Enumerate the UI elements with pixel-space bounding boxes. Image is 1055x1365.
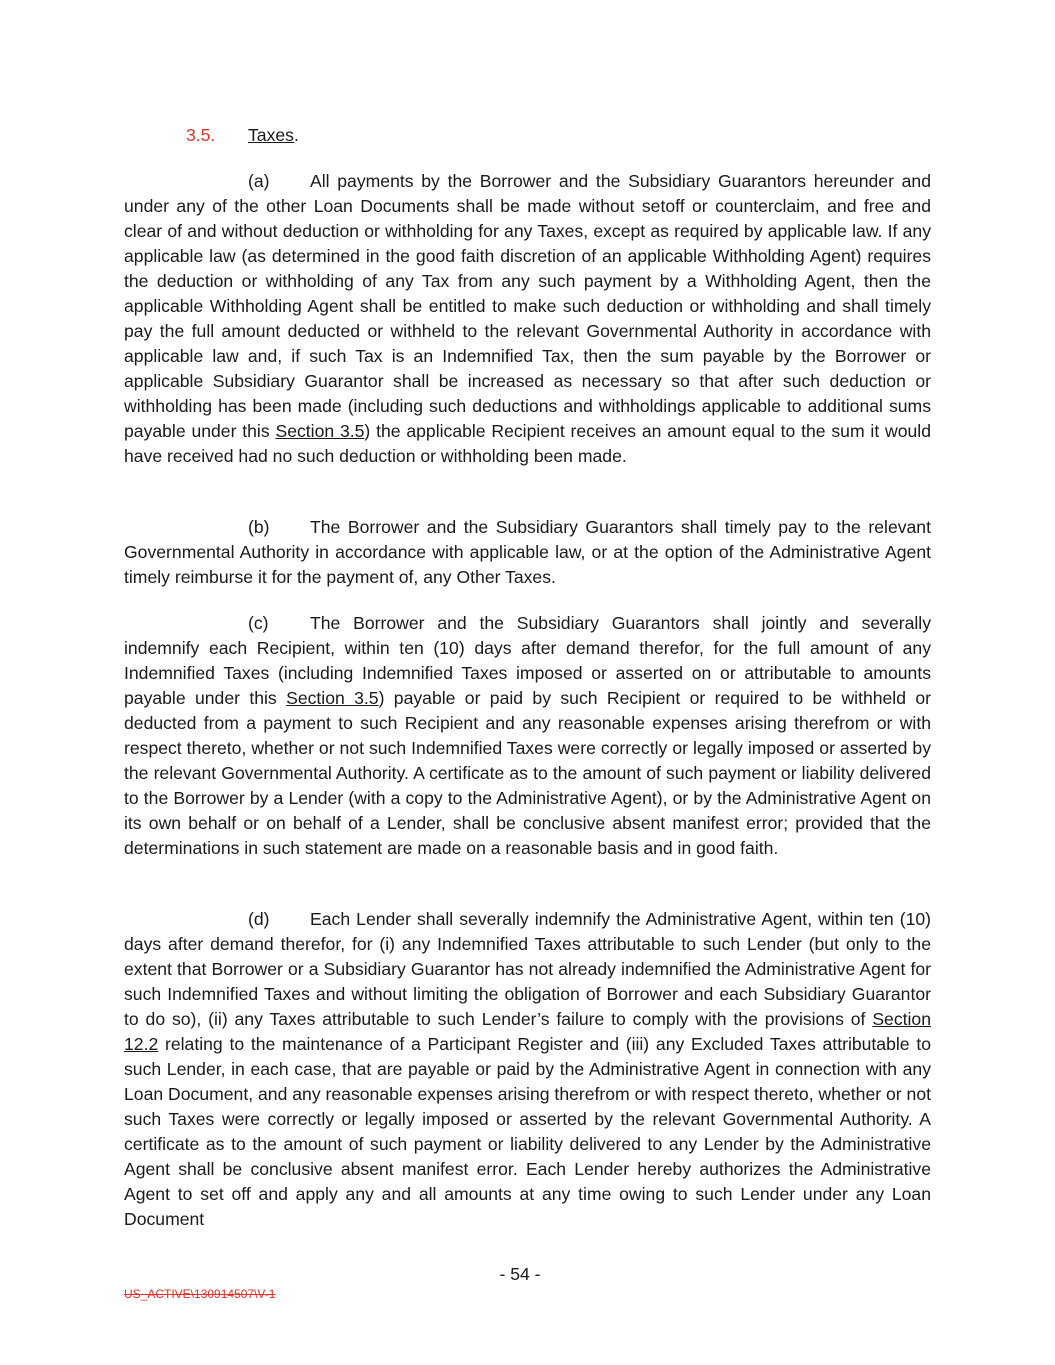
paragraph-a <box>124 169 931 469</box>
paragraph-b <box>124 515 931 590</box>
paragraph-text: The Borrower and the Subsidiary Guarantors shall timely pay to the relevant Governmental Authority in accordance with applicable law, or at the option of the Administrative Agent timely reimburse it for the payment of, any Other Taxes. <box>124 517 931 587</box>
section-number: 3.5. <box>186 125 216 145</box>
section-reference: Section 3.5 <box>286 688 379 708</box>
paragraph-text: All payments by the Borrower and the Subsidiary Guarantors hereunder and under any of the other Loan Documents shall be made without setoff or counterclaim, and free and clear of and without deduction or withholding for any Taxes, except as required by applicable law. If any applicable law (as determined in the good faith discretion of an applicable Withholding Agent) requires the deduction or withholding of any Tax from any such payment by a Withholding Agent, then the applicable Withholding Agent shall be entitled to make such deduction or withholding and shall timely pay the full amount deducted or withheld to the relevant Governmental Authority in accordance with applicable law and, if such Tax is an Indemnified Tax, then the sum payable by the Borrower or applicable Subsidiary Guarantor shall be increased as necessary so that after such deduction or withholding has been made (including such deductions and withholdings applicable to additional sums payable under this <box>124 171 931 441</box>
document-id: US_ACTIVE\130914507\V-1 <box>124 1287 276 1301</box>
paragraph-text: relating to the maintenance of a Participant Register and (iii) any Excluded Taxes attributable to such Lender, in each case, that are payable or paid by the Administrative Agent in connection with any Loan Document, and any reasonable expenses arising therefrom or with respect thereto, whether or not such Taxes were correctly or legally imposed or asserted by the relevant Governmental Authority. A certificate as to the amount of such payment or liability delivered to any Lender by the Administrative Agent shall be conclusive absent manifest error. Each Lender hereby authorizes the Administrative Agent to set off and apply any and all amounts at any time owing to such Lender under any Loan Document <box>124 1034 931 1229</box>
section-heading <box>186 123 299 148</box>
section-title: Taxes <box>248 125 294 145</box>
paragraph-label: (d) <box>248 909 270 929</box>
page-number: - 54 - <box>499 1264 541 1284</box>
section-title-period: . <box>293 125 299 145</box>
paragraph-label: (c) <box>248 613 269 633</box>
paragraph-text: The Borrower and the Subsidiary Guarantors shall jointly and severally indemnify each Recipient, within ten (10) days after demand therefor, for the full amount of any Indemnified Taxes (including Indemnified Taxes imposed or asserted on or attributable to amounts payable under this <box>124 613 931 708</box>
paragraph-text: ) the applicable Recipient receives an amount equal to the sum it would have received had no such deduction or withholding been made. <box>124 421 931 466</box>
paragraph-label: (b) <box>248 517 270 537</box>
paragraph-label: (a) <box>248 171 270 191</box>
paragraph-c <box>124 611 931 861</box>
section-reference: Section 3.5 <box>275 421 365 441</box>
paragraph-d <box>124 907 931 1232</box>
paragraph-text: ) payable or paid by such Recipient or required to be withheld or deducted from a payment to such Recipient and any reasonable expenses arising therefrom or with respect thereto, whether or not such Indemnified Taxes were correctly or legally imposed or asserted by the relevant Governmental Authority. A certificate as to the amount of such payment or liability delivered to the Borrower by a Lender (with a copy to the Administrative Agent), or by the Administrative Agent on its own behalf or on behalf of a Lender, shall be conclusive absent manifest error; provided that the determinations in such statement are made on a reasonable basis and in good faith. <box>124 688 932 858</box>
section-reference: Section 12.2 <box>124 1009 931 1054</box>
paragraph-text: Each Lender shall severally indemnify the Administrative Agent, within ten (10) days after demand therefor, for (i) any Indemnified Taxes attributable to such Lender (but only to the extent that Borrower or a Subsidiary Guarantor has not already indemnified the Administrative Agent for such Indemnified Taxes and without limiting the obligation of Borrower and each Subsidiary Guarantor to do so), (ii) any Taxes attributable to such Lender’s failure to comply with the provisions of <box>124 909 931 1029</box>
